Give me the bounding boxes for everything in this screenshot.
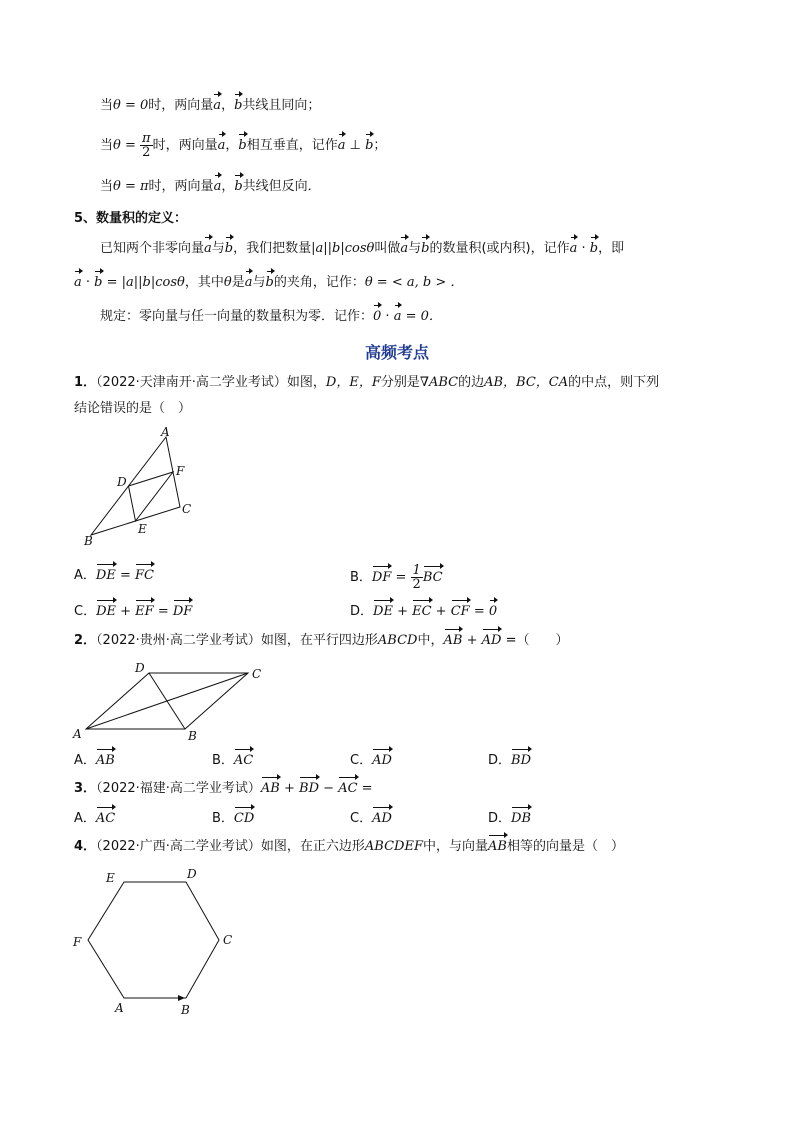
vector: AD: [481, 633, 502, 648]
vector: AB: [260, 781, 280, 796]
option-letter: C．: [350, 811, 373, 826]
q1-option-c[interactable]: [74, 603, 192, 621]
minus: −: [319, 781, 339, 796]
vector: AD: [372, 811, 392, 826]
parallelogram-diagram: [68, 658, 268, 742]
equals: =: [469, 604, 489, 619]
text: ；: [373, 138, 387, 153]
text: 与: [252, 275, 266, 290]
text: ，其中: [184, 275, 224, 290]
vector: AB: [488, 839, 507, 854]
dot-symbol: ·: [81, 275, 95, 290]
question-2-stem: [74, 632, 568, 650]
vector: DE: [373, 604, 393, 619]
equals: =: [115, 568, 135, 583]
denominator: 2: [412, 577, 421, 592]
equation: = π: [120, 179, 149, 194]
question-source: （2022·贵州·高二学业考试）: [96, 633, 261, 648]
text: 的中点，则下列: [568, 375, 660, 390]
vector-b: b: [94, 275, 103, 290]
sides: AB，BC，CA: [484, 375, 569, 390]
question-number: 3．: [74, 781, 97, 796]
equation: = 0: [120, 98, 149, 113]
intro-line-2: [100, 132, 386, 159]
plus: +: [392, 604, 413, 619]
text: 规定：零向量与任一向量的数量积为零．记作：: [100, 309, 374, 324]
intro-line-3: [100, 178, 321, 196]
vector: DF: [371, 570, 392, 585]
vector-b: b: [238, 138, 247, 153]
option-letter: A．: [74, 753, 96, 768]
label-B: B: [84, 534, 93, 548]
vector: DF: [172, 604, 193, 619]
text: 如图，在平行四边形: [260, 633, 378, 648]
vector: BD: [511, 753, 531, 768]
text: 相等的向量是（ ）: [506, 839, 624, 854]
question-3-stem: [74, 780, 373, 798]
option-letter: D．: [488, 811, 512, 826]
vector: CF: [450, 604, 470, 619]
text: 叫做: [374, 241, 401, 256]
text: 中，与向量: [422, 839, 488, 854]
label-A: A: [115, 1001, 124, 1015]
vector-b: b: [365, 138, 374, 153]
section-5-paragraph-1: [100, 240, 624, 258]
question-number: 2．: [74, 633, 97, 648]
separator: ，: [225, 138, 239, 153]
fraction-one-half: [411, 564, 423, 591]
perp-symbol: ⊥: [345, 138, 366, 153]
text: 当: [100, 179, 114, 194]
option-letter: A．: [74, 811, 96, 826]
vector-b: b: [589, 241, 599, 256]
equation: = |a||b|cosθ: [102, 275, 185, 290]
plus: +: [462, 633, 482, 648]
text: 与: [211, 241, 225, 256]
text: 如图，: [286, 375, 326, 390]
label-F: F: [73, 935, 82, 949]
fraction-pi-over-2: [140, 132, 153, 159]
vector-a: a: [393, 309, 402, 324]
question-1-stem: [74, 374, 659, 392]
theta-symbol: θ: [223, 275, 232, 290]
label-A: A: [73, 727, 82, 741]
vector-b: b: [421, 241, 430, 256]
vector-a: a: [217, 138, 226, 153]
vector: BC: [422, 570, 443, 585]
equation: =: [120, 138, 141, 153]
label-B: B: [188, 729, 197, 742]
label-D: D: [187, 867, 197, 881]
vector: AB: [95, 753, 115, 768]
question-1-stem-line-2: 结论错误的是（ ）: [74, 401, 192, 416]
option-letter: B．: [212, 753, 234, 768]
vector-a: a: [569, 241, 578, 256]
text: 中，: [417, 633, 444, 648]
vector: DE: [96, 604, 116, 619]
label-D: D: [135, 661, 145, 675]
text: 相互垂直，记作: [246, 138, 338, 153]
text: 时，两向量: [148, 98, 214, 113]
vector-a: a: [400, 241, 409, 256]
zero-vector: 0: [488, 604, 498, 619]
vector: BD: [299, 781, 320, 796]
q2-option-b[interactable]: [212, 752, 253, 770]
section-5-paragraph-3: [100, 308, 442, 326]
vector-a: a: [213, 179, 222, 194]
q2-option-c[interactable]: [350, 752, 392, 770]
vector-b: b: [234, 98, 243, 113]
q1-option-a[interactable]: [74, 567, 154, 585]
text: 是: [231, 275, 245, 290]
plus: +: [431, 604, 451, 619]
text: 共线但反向．: [242, 179, 321, 194]
dot-symbol: ·: [381, 309, 394, 324]
vector: DE: [95, 568, 116, 583]
text: 当: [100, 138, 114, 153]
text: 时，两向量: [148, 179, 214, 194]
text: 如图，在正六边形: [260, 839, 365, 854]
vector-a: a: [204, 241, 212, 256]
label-C: C: [252, 667, 262, 681]
vector: EF: [135, 604, 154, 619]
q3-option-c[interactable]: [350, 810, 392, 828]
magnitude-expression: |a||b|cosθ: [311, 241, 375, 256]
vector: AC: [233, 753, 254, 768]
zero-vector: 0: [373, 309, 382, 324]
label-A: A: [161, 425, 170, 439]
option-letter: B．: [212, 811, 234, 826]
vector-a: a: [337, 138, 346, 153]
text: ，我们把数量: [233, 241, 312, 256]
triangle-name: ∇ABC: [419, 375, 459, 390]
label-D: D: [117, 475, 127, 489]
text: 时，两向量: [152, 138, 218, 153]
numerator: π: [142, 131, 151, 146]
option-letter: A．: [74, 568, 96, 583]
q1-option-b[interactable]: [350, 564, 443, 591]
plus: +: [279, 781, 300, 796]
label-C: C: [182, 502, 192, 516]
shape-name: ABCDEF: [364, 839, 423, 854]
points: D，E，F: [325, 375, 381, 390]
vector: AB: [443, 633, 463, 648]
theta-symbol: θ: [113, 179, 121, 194]
vector: DB: [511, 811, 531, 826]
vector: AD: [372, 753, 392, 768]
option-letter: B．: [350, 570, 372, 585]
vector: EC: [412, 604, 432, 619]
text: 的夹角，记作：: [273, 275, 365, 290]
text: =（ ）: [501, 633, 569, 648]
question-source: （2022·天津南开·高二学业考试）: [96, 375, 287, 390]
numerator: 1: [412, 563, 421, 578]
question-4-stem: [74, 838, 624, 856]
equation: = 0．: [401, 309, 442, 324]
question-number: 4．: [74, 839, 97, 854]
text: 与: [408, 241, 422, 256]
triangle-diagram: [70, 425, 210, 550]
theta-symbol: θ: [113, 138, 121, 153]
text: 的数量积(或内积)，记作: [429, 241, 570, 256]
q2-option-a[interactable]: [74, 752, 115, 770]
equals: =: [357, 781, 373, 796]
equals: =: [153, 604, 173, 619]
label-C: C: [223, 933, 233, 947]
q3-option-a[interactable]: [74, 810, 115, 828]
vector: AC: [95, 811, 116, 826]
vector-b: b: [234, 179, 243, 194]
label-F: F: [176, 464, 185, 478]
text: ，即: [598, 241, 625, 256]
label-E: E: [106, 871, 115, 885]
theta-symbol: θ: [113, 98, 121, 113]
text: 已知两个非零向量: [100, 241, 205, 256]
denominator: 2: [142, 145, 151, 160]
text: 共线且同向；: [242, 98, 321, 113]
section-5-paragraph-2: [74, 274, 463, 292]
option-letter: D．: [488, 753, 512, 768]
q3-option-b[interactable]: [212, 810, 254, 828]
q1-option-d[interactable]: [350, 603, 497, 621]
question-source: （2022·福建·高二学业考试）: [96, 781, 261, 796]
question-source: （2022·广西·高二学业考试）: [96, 839, 261, 854]
option-letter: C．: [350, 753, 373, 768]
option-letter: D．: [350, 604, 374, 619]
option-letter: C．: [74, 604, 97, 619]
text: 的边: [458, 375, 485, 390]
vector-b: b: [224, 241, 234, 256]
angle-notation: θ = < a, b > ．: [364, 275, 464, 290]
vector-b: b: [265, 275, 274, 290]
vector-a: a: [213, 98, 222, 113]
hexagon-diagram: [66, 862, 246, 1022]
label-B: B: [181, 1003, 190, 1017]
vector: AC: [338, 781, 358, 796]
vector-a: a: [244, 275, 253, 290]
section-heading: 高频考点: [364, 343, 429, 362]
text: 当: [100, 98, 114, 113]
vector-a: a: [74, 275, 82, 290]
text: 分别是: [380, 375, 420, 390]
separator: ，: [221, 98, 235, 113]
equals: =: [391, 570, 411, 585]
section-5-title: 5、数量积的定义：: [74, 211, 188, 226]
q2-option-d[interactable]: [488, 752, 531, 770]
vector: CD: [233, 811, 255, 826]
intro-line-1: [100, 97, 320, 115]
q3-option-d[interactable]: [488, 810, 531, 828]
question-number: 1．: [74, 375, 97, 390]
dot-symbol: ·: [577, 241, 590, 256]
shape-name: ABCD: [377, 633, 418, 648]
plus: +: [116, 604, 136, 619]
vector: FC: [135, 568, 154, 583]
separator: ，: [221, 179, 235, 194]
label-E: E: [138, 522, 147, 536]
